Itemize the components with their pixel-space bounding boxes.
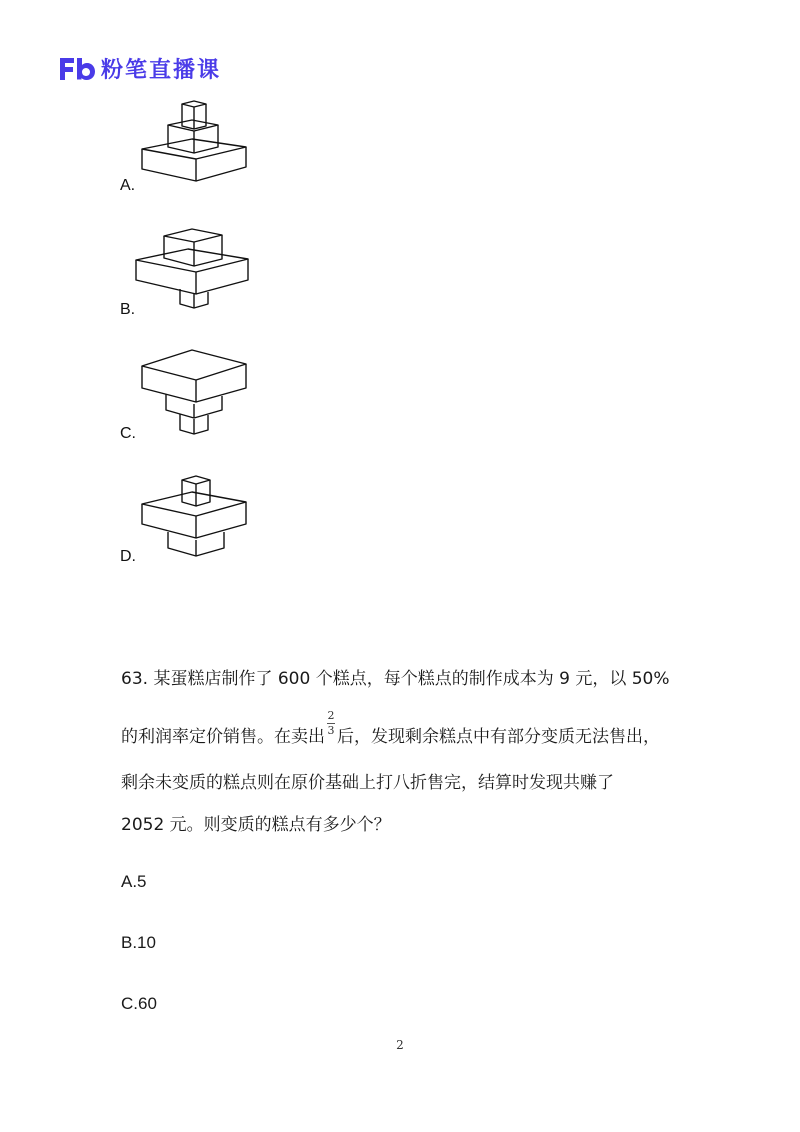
stacked-boxes-a-illustration	[120, 95, 260, 195]
option-label: D.	[120, 548, 136, 565]
question-line-4: 2052 元。则变质的糕点有多少个？	[121, 815, 391, 835]
question-text: 后，发现剩余糕点中有部分变质无法售出，	[337, 727, 660, 747]
fraction-denominator: 3	[327, 723, 335, 737]
question-text: 的利润率定价销售。在卖出	[121, 727, 325, 747]
question-line-2	[121, 708, 660, 751]
fraction-numerator: 2	[327, 708, 335, 722]
option-label: B.	[120, 301, 136, 318]
stacked-boxes-d-illustration	[120, 470, 260, 570]
figure-option-a	[120, 95, 260, 195]
brand-logo	[57, 52, 221, 84]
figure-option-c	[120, 346, 260, 446]
figure-option-d	[120, 470, 260, 570]
question-line-3: 剩余未变质的糕点则在原价基础上打八折售完，结算时发现共赚了	[121, 773, 614, 793]
figure-option-b	[120, 222, 260, 322]
stacked-boxes-c-illustration	[120, 346, 260, 446]
question-line-1: 63. 某蛋糕店制作了 600 个糕点，每个糕点的制作成本为 9 元，以 50%	[121, 669, 670, 689]
page-number: 2	[396, 1038, 404, 1052]
fb-logo-icon	[57, 54, 97, 82]
option-label: C.	[120, 425, 136, 442]
answer-option-c[interactable]: C.60	[121, 994, 157, 1013]
answer-option-a[interactable]: A.5	[121, 872, 147, 891]
option-label: A.	[120, 177, 136, 194]
stacked-boxes-b-illustration	[120, 222, 260, 322]
brand-name: 粉笔直播课	[101, 57, 222, 83]
answer-option-b[interactable]: B.10	[121, 933, 156, 952]
fraction	[327, 710, 335, 737]
